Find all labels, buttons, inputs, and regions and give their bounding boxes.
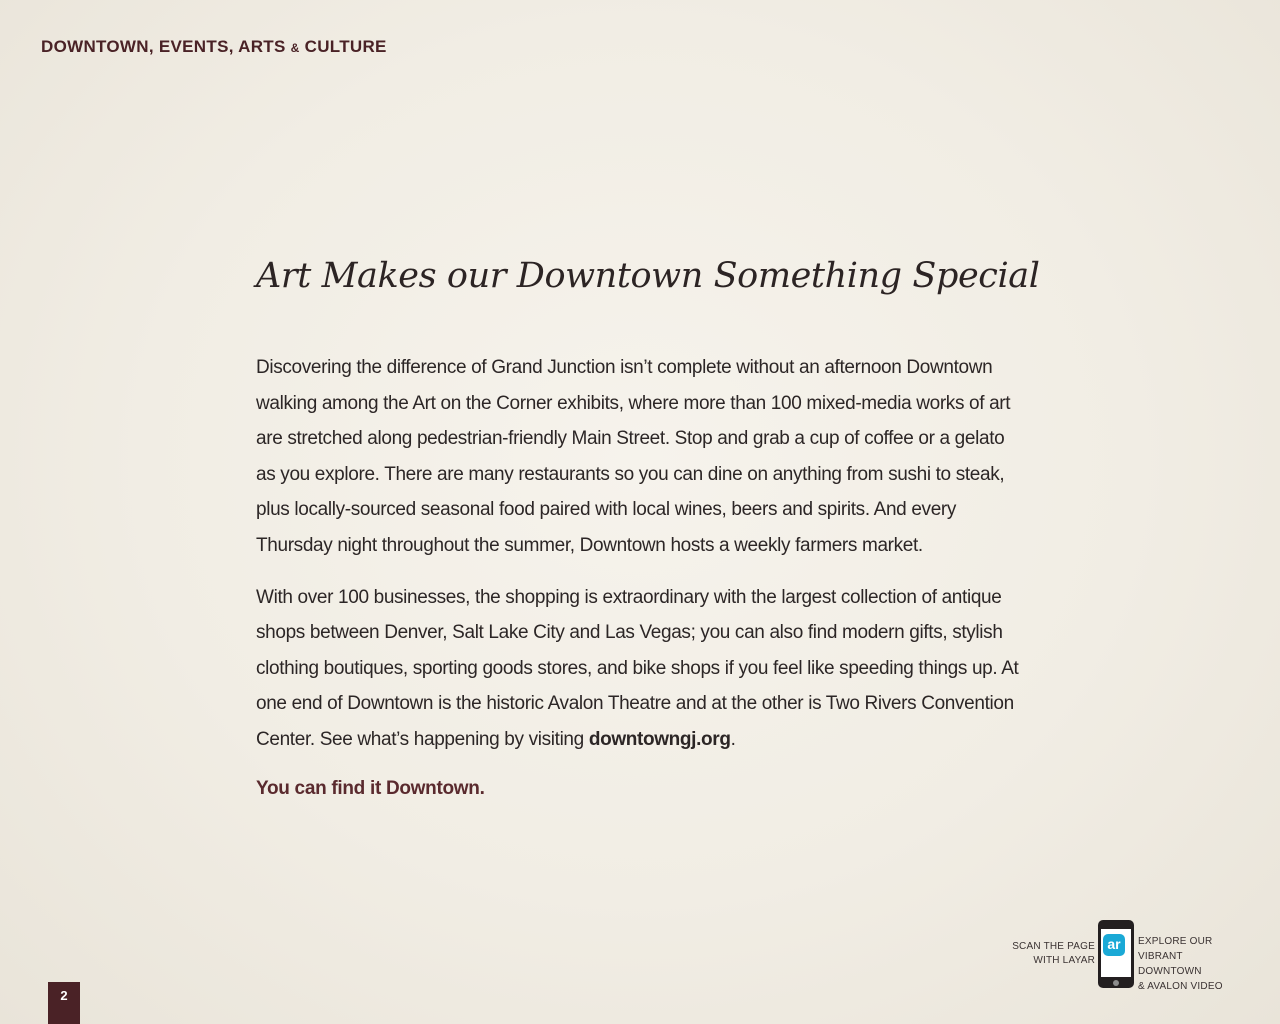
downtowngj-link[interactable]: downtowngj.org	[588, 728, 731, 750]
section-header	[41, 37, 387, 57]
article-paragraph-2-text: With over 100 businesses, the shopping is extraordinary with the largest collection of antique shops between Denver, Salt Lake City and Las Vegas; you can also find modern gifts, stylish clothing boutiques, sporting goods stores, and bike shops if you feel like speeding things up. At one end of Downtown is the historic Avalon Theatre and at the other is Two Rivers Convention Center. See what’s happening by visiting	[256, 586, 1019, 750]
smartphone-icon	[1098, 920, 1134, 988]
layar-scan-line-2: WITH LAYAR	[1033, 955, 1095, 966]
layar-ar-icon: ar	[1103, 934, 1125, 956]
section-header-text: DOWNTOWN, EVENTS, ARTS	[41, 37, 291, 56]
article	[256, 250, 1040, 804]
layar-video-line-1: EXPLORE OUR	[1138, 936, 1213, 947]
layar-scan-line-1: SCAN THE PAGE	[1012, 941, 1095, 952]
article-paragraph-2	[256, 580, 1026, 758]
page-number: 2	[48, 982, 80, 1024]
layar-video-line-2: VIBRANT DOWNTOWN	[1138, 951, 1202, 977]
layar-video-description	[1138, 934, 1238, 994]
section-header-text-end: CULTURE	[299, 37, 387, 56]
layar-video-line-3: & AVALON VIDEO	[1138, 981, 1223, 992]
article-paragraph-2-end: .	[730, 728, 736, 750]
article-tagline: You can find it Downtown.	[256, 777, 485, 799]
section-header-ampersand: &	[290, 41, 300, 55]
layar-scan-instructions	[1000, 940, 1095, 968]
article-title: Art Makes our Downtown Something Special	[256, 256, 1040, 296]
phone-home-button-icon	[1113, 980, 1119, 986]
article-paragraph-1: Discovering the difference of Grand Junction isn’t complete without an afternoon Downtown walking among the Art on the Corner exhibits, where more than 100 mixed-media works of art are stretched along pedestrian-friendly Main Street. Stop and grab a cup of coffee or a gelato as you explore. There are many restaurants so you can dine on anything from sushi to steak, plus locally-sourced seasonal food paired with local wines, beers and spirits. And every Thursday night throughout the summer, Downtown hosts a weekly farmers market.	[256, 357, 1011, 556]
